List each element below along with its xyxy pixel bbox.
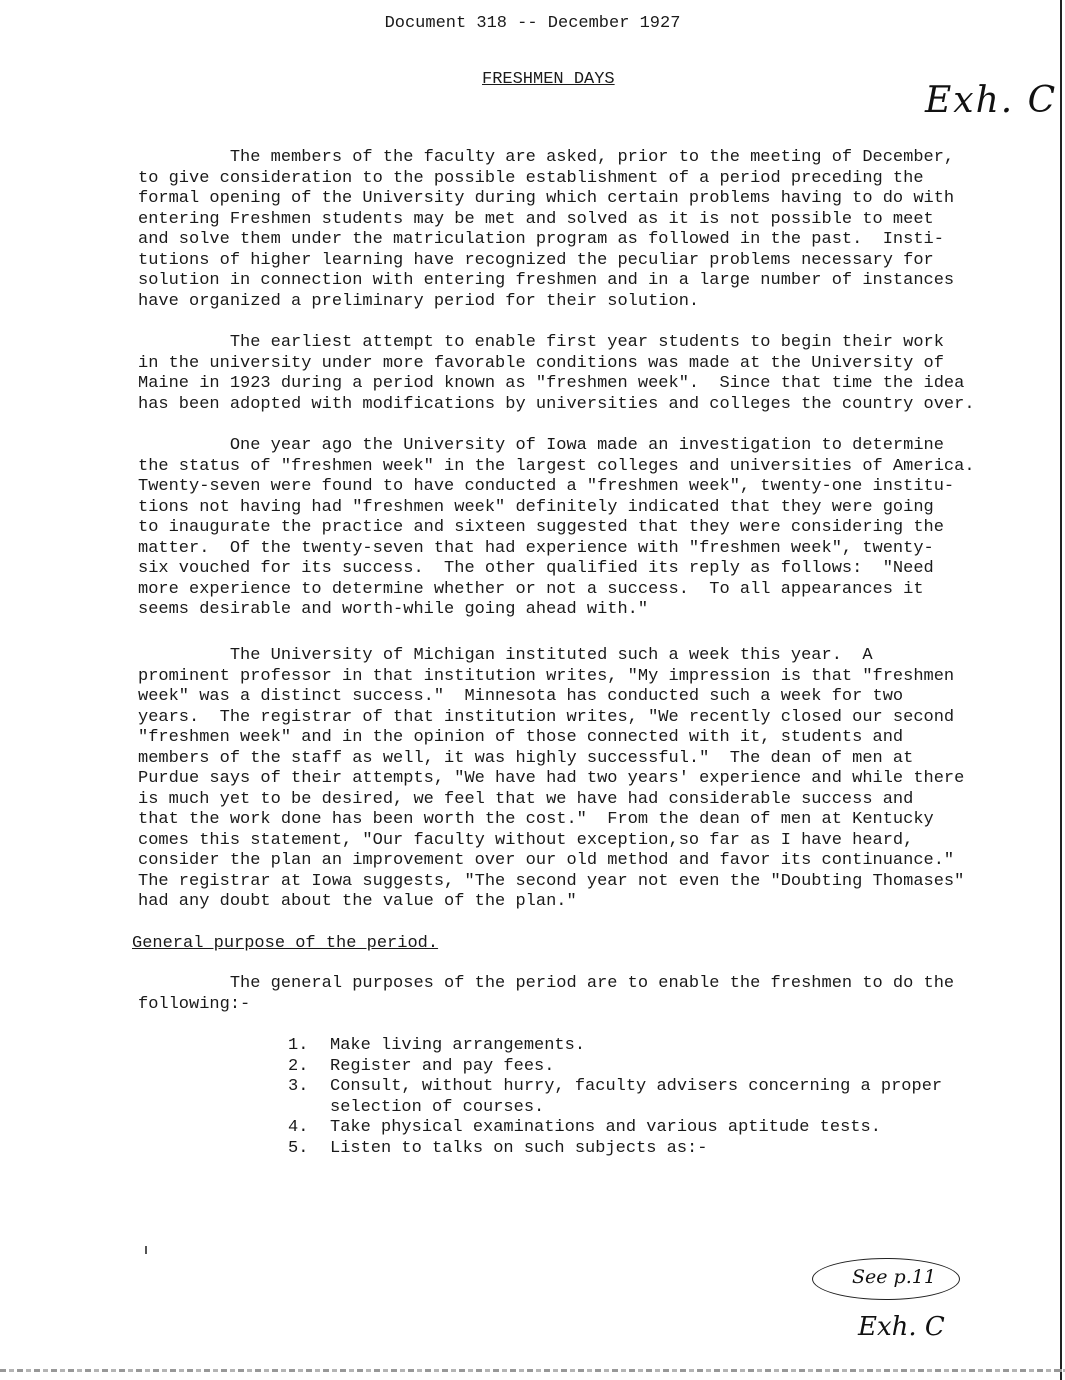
paragraph-line: in the university under more favorable conditions was made at the University of (138, 353, 944, 373)
paragraph-line: solution in connection with entering freshmen and in a large number of instances (138, 271, 955, 290)
paragraph-line: The earliest attempt to enable first year students to begin their work (138, 333, 944, 352)
paragraph-line: had any doubt about the value of the plan." (138, 892, 577, 911)
paragraph-line: to inaugurate the practice and sixteen suggested that they were considering the (138, 518, 944, 537)
list-item-number: 2. (288, 1056, 309, 1076)
list-item-number: 3. (288, 1077, 309, 1096)
paragraph-line: The general purposes of the period are to enable the freshmen to do the (138, 974, 955, 993)
paragraph-line: members of the staff as well, it was highly successful." The dean of men at (138, 748, 914, 768)
paragraph-line: matter. Of the twenty-seven that had experience with "freshmen week", twenty- (138, 538, 934, 558)
paragraph-line: prominent professor in that institution writes, "My impression is that "freshmen (138, 666, 955, 686)
handwritten-exhibit-mark-bottom: Exh. C (858, 1312, 945, 1342)
document-header: Document 318 -- December 1927 (384, 14, 681, 33)
paragraph-line: consider the plan an improvement over our old method and favor its continuance." (138, 851, 955, 870)
paragraph-line: One year ago the University of Iowa made an investigation to determine (138, 436, 944, 455)
paragraph-line: The members of the faculty are asked, prior to the meeting of December, (138, 148, 955, 167)
paragraph-line: that the work done has been worth the cost." From the dean of men at Kentucky (138, 810, 934, 829)
handwritten-exhibit-mark: Exh. C (925, 80, 1058, 121)
paragraph-line: Maine in 1923 during a period known as "freshmen week". Since that time the idea (138, 374, 965, 393)
list-item-number: 5. (288, 1138, 309, 1158)
paragraph-line: Twenty-seven were found to have conducted a "freshmen week", twenty-one institu- (138, 477, 955, 496)
paragraph-line: six vouched for its success. The other qualified its reply as follows: "Need (138, 559, 934, 578)
list-item-text: Consult, without hurry, faculty advisers concerning a proper (330, 1077, 943, 1096)
paragraph-line: the status of "freshmen week" in the largest colleges and universities of America. (138, 456, 975, 476)
list-item-text: Make living arrangements. (330, 1036, 586, 1055)
list-item-text: Take physical examinations and various aptitude tests. (330, 1118, 881, 1137)
paragraph-line: Purdue says of their attempts, "We have had two years' experience and while there (138, 769, 965, 788)
paragraph-line: more experience to determine whether or not a success. To all appearances it (138, 579, 924, 599)
paragraph-line: formal opening of the University during which certain problems having to do with (138, 189, 955, 208)
page-edge-bottom (0, 1369, 1065, 1372)
margin-note: See p.11 (852, 1266, 936, 1288)
paragraph-line: The registrar at Iowa suggests, "The second year not even the "Doubting Thomases" (138, 871, 965, 891)
paragraph-line: years. The registrar of that institution writes, "We recently closed our second (138, 707, 955, 727)
page-edge-right (1060, 0, 1062, 1380)
paragraph-line: comes this statement, "Our faculty without exception,so far as I have heard, (138, 830, 914, 850)
list-item-text: Listen to talks on such subjects as:- (330, 1138, 708, 1158)
paragraph-line: tutions of higher learning have recognized the peculiar problems necessary for (138, 250, 934, 270)
paragraph-line: have organized a preliminary period for their solution. (138, 291, 700, 311)
paragraph-line: to give consideration to the possible establishment of a period preceding the (138, 168, 924, 188)
list-item-text: selection of courses. (330, 1097, 545, 1117)
stray-mark (145, 1246, 147, 1254)
list-item-text: Register and pay fees. (330, 1056, 555, 1076)
paragraph-line: has been adopted with modifications by universities and colleges the country over. (138, 394, 975, 414)
paragraph-line: following:- (138, 994, 251, 1014)
section-heading: General purpose of the period. (132, 934, 439, 953)
paragraph-line: tions not having had "freshmen week" definitely indicated that they were going (138, 497, 934, 517)
paragraph-line: is much yet to be desired, we feel that we have had considerable success and (138, 789, 914, 809)
paragraph-line: "freshmen week" and in the opinion of those connected with it, students and (138, 728, 904, 747)
paragraph-line: The University of Michigan instituted such a week this year. A (138, 646, 873, 665)
document-title: FRESHMEN DAYS (482, 70, 615, 89)
list-item-number: 1. (288, 1036, 309, 1055)
paragraph-line: seems desirable and worth-while going ahead with." (138, 600, 649, 619)
list-item-number: 4. (288, 1118, 309, 1137)
paragraph-line: week" was a distinct success." Minnesota has conducted such a week for two (138, 687, 904, 706)
paragraph-line: entering Freshmen students may be met and solved as it is not possible to meet (138, 209, 934, 229)
paragraph-line: and solve them under the matriculation program as followed in the past. Insti- (138, 230, 944, 249)
